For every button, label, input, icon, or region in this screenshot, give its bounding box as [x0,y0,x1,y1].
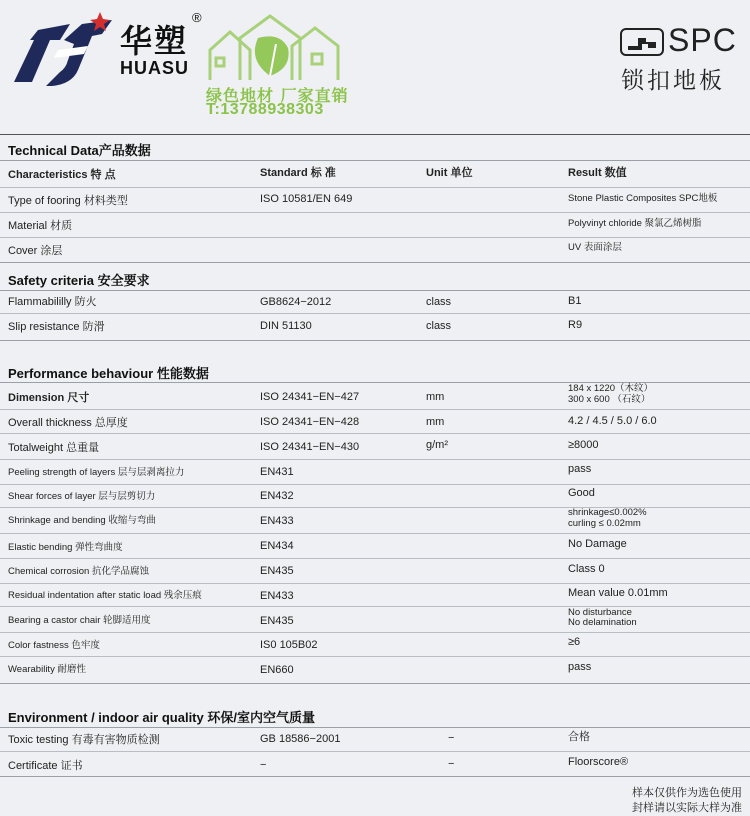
row-standard: DIN 51130 [260,320,312,332]
divider [0,776,750,777]
row-standard: ISO 10581/EN 649 [260,193,353,205]
divider [0,290,750,291]
column-header-result: Result 数值 [568,167,627,179]
divider [0,409,750,410]
row-result-line2: No delamination [568,617,637,628]
row-result-line2: 300 x 600 （石纹） [568,394,651,405]
section-environment-title: Environment / indoor air quality 环保/室内空气质量 [8,710,315,725]
divider [0,656,750,657]
row-standard: EN431 [260,466,294,478]
row-result: No disturbance [568,607,632,618]
row-unit: class [426,320,452,332]
divider [0,313,750,314]
registered-mark: ® [192,10,202,25]
watermark-phone: T:13788938303 [206,101,324,118]
row-standard: IS0 105B02 [260,639,318,651]
divider [0,433,750,434]
column-header-standard: Standard 标 准 [260,167,336,179]
divider [0,212,750,213]
row-unit: mm [426,391,445,403]
divider [0,583,750,584]
row-label: Overall thickness 总厚度 [8,417,128,429]
row-standard: ISO 24341−EN−427 [260,391,360,403]
row-label: Toxic testing 有毒有害物质检测 [8,734,160,746]
row-result: No Damage [568,538,627,550]
row-unit: − [448,758,455,770]
row-result: R9 [568,319,583,331]
footer-note-line1: 样本仅供作为选色使用 [632,787,742,799]
row-label: Shear forces of layer 层与层剪切力 [8,491,156,502]
row-result: Class 0 [568,563,605,575]
huasu-logo-icon [8,10,118,90]
divider [0,632,750,633]
divider [0,160,750,161]
row-standard: GB8624−2012 [260,296,332,308]
divider [0,558,750,559]
row-result: 184 x 1220（木纹） [568,383,654,394]
row-result: Stone Plastic Composites SPC地板 [568,193,718,204]
row-label: Type of fooring 材料类型 [8,195,128,207]
row-unit: mm [426,416,445,428]
section-safety-title: Safety criteria 安全要求 [8,273,150,288]
row-label: Wearability 耐磨性 [8,664,86,675]
row-standard: EN433 [260,515,294,527]
row-standard: EN432 [260,490,294,502]
divider [0,683,750,684]
row-result: ≥8000 [568,439,599,451]
row-result: shrinkage≤0.002% [568,507,647,518]
row-standard: EN660 [260,664,294,676]
row-label: Certificate 证书 [8,760,83,772]
divider [0,606,750,607]
row-result-line2: curling ≤ 0.02mm [568,518,641,529]
row-unit: g/m² [426,439,448,451]
row-label: Totalweight 总重量 [8,442,100,454]
divider [0,237,750,238]
row-label: Chemical corrosion 抗化学品腐蚀 [8,566,149,577]
row-label: Slip resistance 防滑 [8,321,105,333]
footer-note-line2: 封样请以实际大样为准 [632,802,742,814]
row-standard: ISO 24341−EN−430 [260,441,360,453]
row-label: Dimension 尺寸 [8,392,90,404]
row-label: Color fastness 色牢度 [8,640,100,651]
row-label: Bearing a castor chair 轮脚适用度 [8,615,151,626]
watermark-slogan: 绿色地材 厂家直销 [206,86,349,105]
product-code: SPC [668,22,737,58]
column-header-unit: Unit 单位 [426,167,473,179]
row-result: Floorscore® [568,756,629,768]
divider [0,727,750,728]
row-result: Mean value 0.01mm [568,587,668,599]
row-result: 4.2 / 4.5 / 5.0 / 6.0 [568,415,657,427]
row-result: 合格 [568,731,590,743]
row-unit: − [448,732,455,744]
spc-click-lock-icon [620,28,664,56]
section-technical-title: Technical Data产品数据 [8,143,151,158]
row-unit: class [426,296,452,308]
row-result: pass [568,661,592,673]
brand-english-name: HUASU [120,58,190,78]
divider [0,134,750,135]
divider [0,459,750,460]
row-result: Polyvinyt chloride 聚氯乙烯树脂 [568,218,702,229]
row-label: Residual indentation after static load 残余压痕 [8,590,202,601]
column-header-characteristics: Characteristics 特 点 [8,169,116,181]
section-performance-title: Performance behaviour 性能数据 [8,366,209,381]
row-standard: ISO 24341−EN−428 [260,416,360,428]
row-label: Material 材质 [8,220,73,232]
divider [0,262,750,263]
divider [0,187,750,188]
row-label: Flammabililly 防火 [8,296,97,308]
brand-chinese-name: 华塑 [120,22,189,60]
row-standard: EN433 [260,590,294,602]
row-result: pass [568,463,592,475]
row-standard: EN435 [260,565,294,577]
row-label: Elastic bending 弹性弯曲度 [8,542,123,553]
row-label: Peeling strength of layers 层与层剥离拉力 [8,467,185,478]
row-label: Cover 涂层 [8,245,63,257]
row-result: ≥6 [568,636,581,648]
row-result: UV 表面涂层 [568,242,622,253]
row-standard: EN435 [260,615,294,627]
row-result: B1 [568,295,582,307]
divider [0,533,750,534]
divider [0,751,750,752]
row-standard: − [260,759,267,771]
row-result: Good [568,487,595,499]
divider [0,484,750,485]
product-chinese-name: 锁扣地板 [621,68,725,94]
row-label: Shrinkage and bending 收缩与弯曲 [8,515,156,526]
divider [0,340,750,341]
row-standard: EN434 [260,540,294,552]
row-standard: GB 18586−2001 [260,733,341,745]
